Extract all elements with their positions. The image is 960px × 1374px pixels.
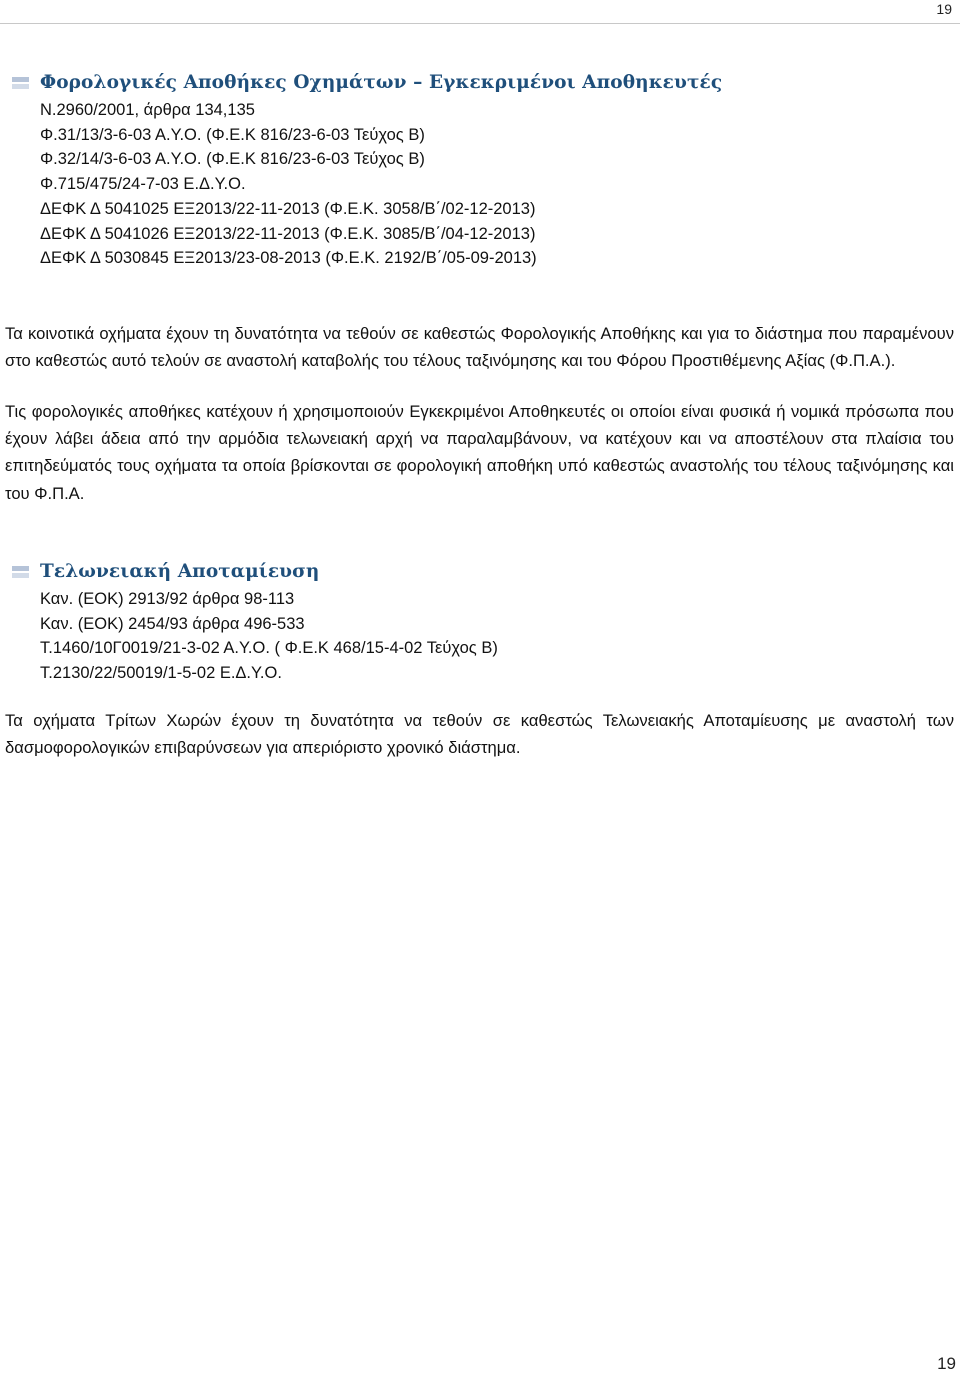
paragraph-third-country-vehicles: Τα οχήματα Τρίτων Χωρών έχουν τη δυνατότητα να τεθούν σε καθεστώς Τελωνειακής Αποταμίευσης με αναστολή των δασμοφορολογικών επιβαρύνσεων για απεριόριστο χρονικό διάστημα. bbox=[5, 711, 954, 758]
section-tax-warehouses bbox=[0, 68, 960, 271]
header-divider bbox=[0, 23, 960, 24]
legal-reference: Καν. (ΕΟΚ) 2913/92 άρθρα 98-113 bbox=[40, 590, 295, 608]
section-heading-text: Τελωνειακή Αποταμίευση bbox=[40, 561, 320, 582]
section-heading bbox=[0, 68, 960, 98]
paragraph-community-vehicles: Τα κοινοτικά οχήματα έχουν τη δυνατότητα να τεθούν σε καθεστώς Φορολογικής Αποθήκης και για το διάστημα που παραμένουν στο καθεστώς αυτό τελούν σε αναστολή καταβολής του τέλους ταξινόμησης και του Φόρου Προστιθέμενης Αξίας (Φ.Π.Α.). bbox=[5, 324, 954, 371]
list-bullet-icon bbox=[12, 566, 29, 578]
legal-references-list bbox=[0, 587, 960, 686]
paragraph-authorized-warehousekeepers: Τις φορολογικές αποθήκες κατέχουν ή χρησιμοποιούν Εγκεκριμένοι Αποθηκευτές οι οποίοι είναι φυσικά ή νομικά πρόσωπα που έχουν λάβει άδεια από την αρμόδια τελωνειακή αρχή να παραλαμβάνουν, να κατέχουν και να αποστέλουν στα πλαίσια του επιτηδεύματός τους οχήματα τα οποία βρίσκονται σε φορολογική αποθήκη υπό καθεστώς αναστολής του τέλους ταξινόμησης και του Φ.Π.Α. bbox=[5, 402, 954, 503]
legal-reference: Φ.715/475/24-7-03 Ε.Δ.Υ.Ο. bbox=[40, 175, 246, 194]
page-number-top: 19 bbox=[936, 1, 952, 17]
legal-reference: ΔΕΦΚ Δ 5041025 ΕΞ2013/22-11-2013 (Φ.Ε.Κ. 3058/Β΄/02-12-2013) bbox=[40, 199, 536, 218]
legal-reference: Φ.31/13/3-6-03 Α.Υ.Ο. (Φ.Ε.Κ 816/23-6-03 Τεύχος Β) bbox=[40, 125, 425, 144]
section-heading bbox=[0, 557, 960, 587]
legal-references-list bbox=[0, 98, 960, 271]
legal-reference: Τ.2130/22/50019/1-5-02 Ε.Δ.Υ.Ο. bbox=[40, 664, 282, 683]
legal-reference: Φ.32/14/3-6-03 Α.Υ.Ο. (Φ.Ε.Κ 816/23-6-03 Τεύχος Β) bbox=[40, 150, 425, 169]
legal-reference: Τ.1460/10Γ0019/21-3-02 Α.Υ.Ο. ( Φ.Ε.Κ 468/15-4-02 Τεύχος Β) bbox=[40, 639, 498, 658]
section-customs-warehousing bbox=[0, 557, 960, 686]
legal-reference: ΔΕΦΚ Δ 5030845 ΕΞ2013/23-08-2013 (Φ.Ε.Κ. 2192/Β΄/05-09-2013) bbox=[40, 249, 537, 268]
legal-reference: Ν.2960/2001, άρθρα 134,135 bbox=[40, 101, 255, 119]
legal-reference: Καν. (ΕΟΚ) 2454/93 άρθρα 496-533 bbox=[40, 614, 305, 633]
page-number-bottom: 19 bbox=[937, 1354, 956, 1373]
list-bullet-icon bbox=[12, 77, 29, 89]
legal-reference: ΔΕΦΚ Δ 5041026 ΕΞ2013/22-11-2013 (Φ.Ε.Κ. 3085/Β΄/04-12-2013) bbox=[40, 224, 536, 243]
section-heading-text: Φορολογικές Αποθήκες Οχημάτων – Εγκεκριμένοι Αποθηκευτές bbox=[40, 72, 723, 93]
